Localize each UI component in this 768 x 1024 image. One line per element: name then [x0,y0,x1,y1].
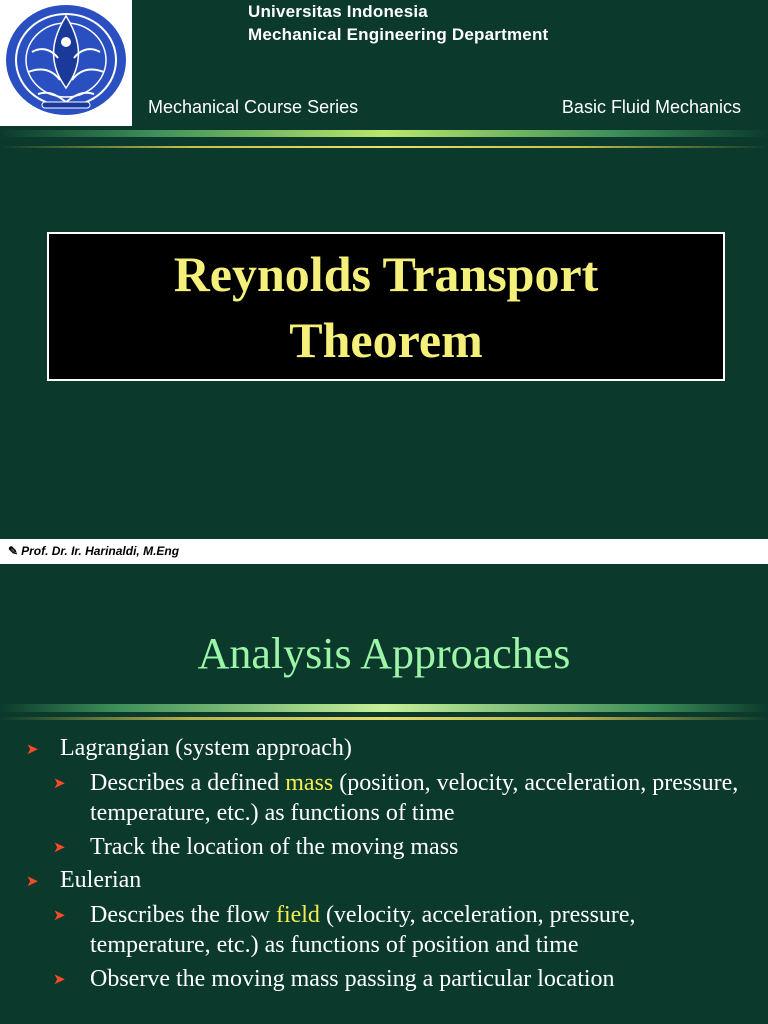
author-name: Prof. Dr. Ir. Harinaldi, M.Eng [21,544,180,558]
header-divider-thin [0,146,768,148]
bullet-text: Eulerian [60,867,142,893]
list-item [0,732,768,764]
highlight-term: mass [285,770,334,796]
chevron-right-icon: ➤ [53,838,66,856]
list-item [0,964,768,994]
pen-icon: ✎ [8,544,19,558]
bullet-list [0,730,768,994]
chevron-right-icon: ➤ [26,872,39,890]
highlight-term: field [275,902,320,928]
list-item [0,768,768,828]
university-logo [0,0,132,126]
author-credit [8,544,179,558]
bullet-text: Track the location of the moving mass [90,834,459,860]
chevron-right-icon: ➤ [53,970,66,988]
slide-heading: Analysis Approaches [197,629,571,678]
university-name: Universitas Indonesia [248,2,428,21]
heading-divider [0,704,768,712]
bullet-text: (position, velocity, acceleration, pressure, temperature, etc.) as functions of time [90,770,739,826]
slide-analysis-approaches [0,564,768,1024]
bullet-text: Describes a defined [90,770,286,796]
course-name-label: Basic Fluid Mechanics [561,97,741,117]
chevron-right-icon: ➤ [53,906,66,924]
slide-title-line-2: Theorem [289,311,483,368]
slide-title-line-1: Reynolds Transport [173,245,599,302]
slide-footer [0,539,768,564]
bullet-text: Lagrangian (system approach) [60,735,352,761]
heading-divider-thin [0,717,768,720]
chevron-right-icon: ➤ [53,774,66,792]
chevron-right-icon: ➤ [26,740,39,758]
list-item [0,900,768,960]
bullet-text: Describes the flow [90,902,276,928]
bullet-text: (velocity, acceleration, pressure, temperature, etc.) as functions of position and time [90,902,636,958]
list-item [0,832,768,862]
list-item [0,864,768,896]
course-series-label: Mechanical Course Series [148,97,359,117]
header-divider [0,130,768,137]
department-name: Mechanical Engineering Department [248,25,549,44]
bullet-text: Observe the moving mass passing a particular location [90,966,615,992]
makara-logo-icon [2,2,130,124]
title-box [47,232,725,381]
